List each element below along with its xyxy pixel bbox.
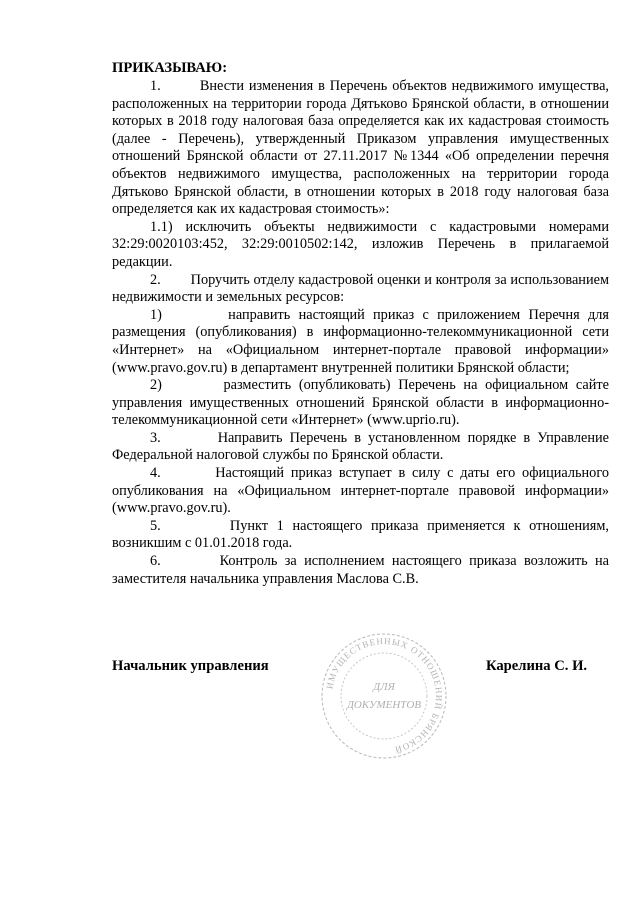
stamp-center-text-2: ДОКУМЕНТОВ [346,699,422,711]
item-2-1: 1) направить настоящий приказ с приложением Перечня для размещения (опубликования) в информационно-телекоммуникационной сети «Интернет» на «Официальном интернет-портале правовой информации» (www.pravo.gov.ru) в департамент внутренней политики Брянской области; [112,306,609,376]
item-5: 5. Пункт 1 настоящего приказа применяется к отношениям, возникшим с 01.01.2018 года. [112,517,609,552]
item-2-2: 2) разместить (опубликовать) Перечень на официальном сайте управления имущественных отношений Брянской области в информационно-телекоммуникационной сети «Интернет» (www.uprio.ru). [112,377,609,429]
item-2: 2. Поручить отделу кадастровой оценки и контроля за использованием недвижимости и земельных ресурсов: [112,271,609,306]
svg-text:ИМУЩЕСТВЕННЫХ ОТНОШЕНИЙ БРЯНСК [324,636,444,755]
item-4: 4. Настоящий приказ вступает в силу с даты его официального опубликования на «Официальном интернет-портале правовой информации» (www.pravo.gov.ru). [112,465,609,517]
item-6: 6. Контроль за исполнением настоящего приказа возложить на заместителя начальника управления Маслова С.В. [112,553,609,587]
item-3: 3. Направить Перечень в установленном порядке в Управление Федеральной налоговой службы по Брянской области. [112,429,609,464]
signatory-position: Начальник управления [112,658,269,674]
signatory-name: Карелина С. И. [486,658,588,674]
order-heading: ПРИКАЗЫВАЮ: [112,60,228,76]
item-1: 1. Внести изменения в Перечень объектов недвижимого имущества, расположенных на территории города Дятьково Брянской области, в отношении которых в 2018 году налоговая база определяется как их кадастровая стоимость (далее - Перечень), утвержденный Приказом управления имущественных отношений Брянской области от 27.11.2017 №1344 «Об определении перечня объектов недвижимого имущества, расположенных на территории города Дятьково Брянской области, в отношении которых в 2018 году налоговая база определяется как их кадастровая стоимость»: [112,78,609,218]
official-stamp-icon [318,628,450,764]
stamp-ring-text: ИМУЩЕСТВЕННЫХ ОТНОШЕНИЙ БРЯНСКОЙ [324,635,445,755]
stamp-center-text-1: ДЛЯ [373,681,395,693]
item-1-1: 1.1) исключить объекты недвижимости с кадастровыми номерами 32:29:0020103:452, 32:29:0010502:142, изложив Перечень в прилагаемой редакции. [112,218,609,270]
order-body [112,78,609,588]
